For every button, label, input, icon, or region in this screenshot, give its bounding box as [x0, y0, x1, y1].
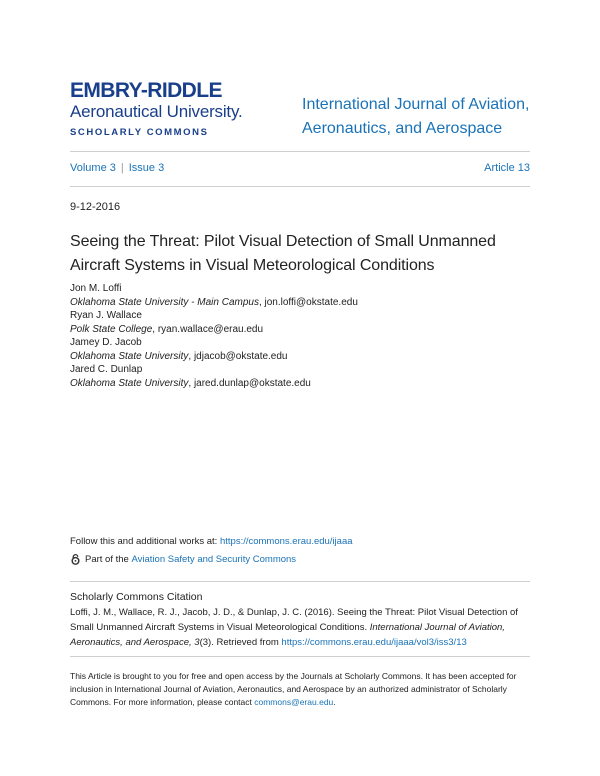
- article-title-line2: Aircraft Systems in Visual Meteorological Conditions: [70, 257, 435, 274]
- author-email: , jared.dunlap@okstate.edu: [188, 377, 311, 389]
- author-institution: Polk State College: [70, 323, 153, 335]
- author-name: Ryan J. Wallace: [70, 310, 142, 321]
- author-entry: [70, 282, 540, 309]
- journal-title-line1[interactable]: International Journal of Aviation,: [302, 96, 530, 113]
- issue-row: [70, 162, 530, 174]
- divider: [70, 656, 530, 657]
- part-of-line: [70, 554, 296, 565]
- publication-date: 9-12-2016: [70, 201, 121, 213]
- author-name: Jamey D. Jacob: [70, 337, 142, 348]
- citation-journal: International Journal of Aviation, Aeronautics, and Aerospace, 3: [70, 622, 505, 648]
- logo-embry-riddle: EMBRY-RIDDLE: [70, 79, 222, 102]
- journal-home-link[interactable]: https://commons.erau.edu/ijaaa: [219, 536, 353, 547]
- divider: [70, 186, 530, 187]
- citation-heading: Scholarly Commons Citation: [70, 591, 203, 603]
- erau-logo[interactable]: [70, 80, 285, 138]
- author-email: , ryan.wallace@erau.edu: [152, 323, 264, 335]
- access-notice-text: This Article is brought to you for free and open access by the Journals at Scholarly Commons. It has been accepted for inclusion in International Journal of Aviation, Aeronautics, and Aerospace by an authorized administrator of Scholarly Commons. For more information, please contact: [70, 671, 517, 707]
- contact-email-link[interactable]: commons@erau.edu: [254, 697, 334, 707]
- issue-separator: |: [120, 162, 124, 174]
- author-affiliation: [70, 377, 540, 391]
- article-link[interactable]: Article 13: [484, 162, 530, 174]
- author-list: [70, 282, 540, 390]
- author-name: Jared C. Dunlap: [70, 364, 143, 375]
- follow-line: [70, 536, 353, 547]
- article-title: [70, 230, 540, 278]
- author-entry: [70, 336, 540, 363]
- author-email: , jdjacob@okstate.edu: [188, 350, 288, 362]
- volume-link[interactable]: Volume 3: [70, 162, 116, 174]
- divider: [70, 581, 530, 582]
- divider: [70, 151, 530, 152]
- logo-aeronautical-university: Aeronautical University.: [70, 102, 243, 121]
- author-entry: [70, 363, 540, 390]
- part-of-text: Part of the: [85, 554, 129, 565]
- follow-text: Follow this and additional works at:: [70, 536, 220, 547]
- article-title-line1: Seeing the Threat: Pilot Visual Detection of Small Unmanned: [70, 233, 496, 250]
- author-institution: Oklahoma State University: [70, 350, 189, 362]
- access-notice: [70, 670, 540, 709]
- author-institution: Oklahoma State University - Main Campus: [70, 296, 259, 308]
- citation-link[interactable]: https://commons.erau.edu/ijaaa/vol3/iss3/13: [281, 637, 467, 648]
- journal-title[interactable]: [302, 93, 534, 141]
- citation-authors-title: Loffi, J. M., Wallace, R. J., Jacob, J. D., & Dunlap, J. C. (2016). Seeing the Threat: Pilot Visual Detection of Small Unmanned Aircraft Systems in Visual Meteorological Conditions.: [70, 607, 518, 633]
- author-entry: [70, 309, 540, 336]
- citation-retrieved: (3). Retrieved from: [199, 637, 282, 648]
- author-affiliation: [70, 323, 540, 337]
- issue-link[interactable]: Issue 3: [128, 162, 165, 174]
- author-affiliation: [70, 350, 540, 364]
- author-email: , jon.loffi@okstate.edu: [258, 296, 358, 308]
- logo-scholarly-commons: SCHOLARLY COMMONS: [70, 127, 209, 138]
- open-access-icon: [70, 554, 81, 565]
- author-name: Jon M. Loffi: [70, 283, 122, 294]
- author-institution: Oklahoma State University: [70, 377, 189, 389]
- author-affiliation: [70, 296, 540, 310]
- citation-text: [70, 605, 535, 650]
- access-notice-end: .: [333, 697, 336, 707]
- commons-discipline-link[interactable]: Aviation Safety and Security Commons: [131, 554, 297, 565]
- journal-title-line2[interactable]: Aeronautics, and Aerospace: [302, 120, 503, 137]
